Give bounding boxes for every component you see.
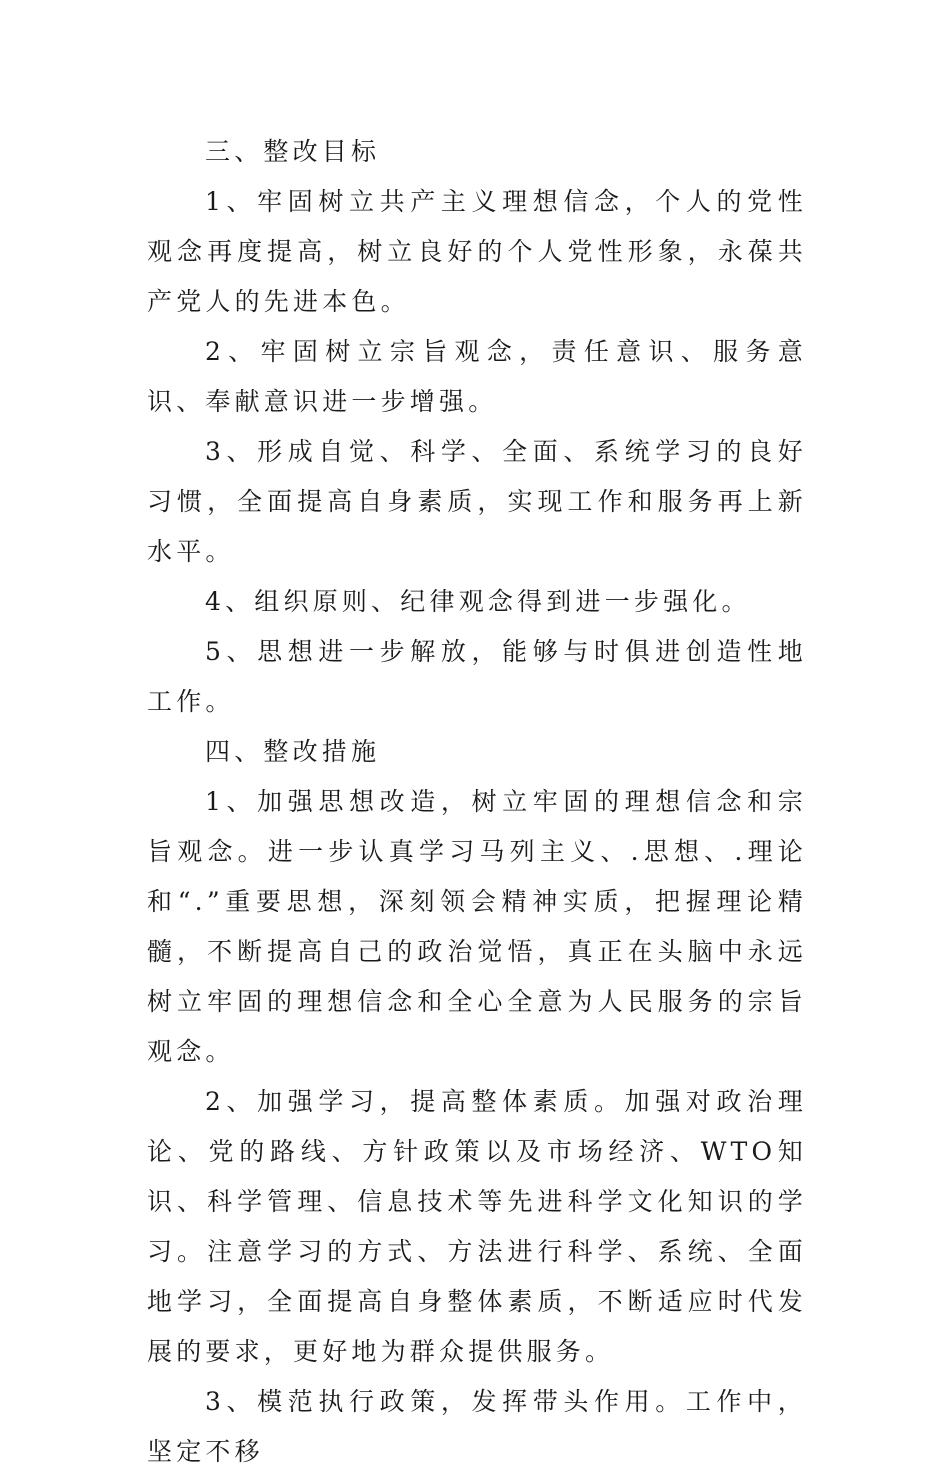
measure-paragraph-2: 2、加强学习，提高整体素质。加强对政治理论、党的路线、方针政策以及市场经济、WTO知识、科学管理、信息技术等先进科学文化知识的学习。注意学习的方式、方法进行科学、系统、全面地学习，全面提高自身整体素质，不断适应时代发展的要求，更好地为群众提供服务。: [147, 1087, 807, 1366]
measure-paragraph-1: 1、加强思想改造，树立牢固的理想信念和宗旨观念。进一步认真学习马列主义、.思想、.理论和“.”重要思想，深刻领会精神实质，把握理论精髓，不断提高自己的政治觉悟，真正在头脑中永远树立牢固的理想信念和全心全意为人民服务的宗旨观念。: [147, 787, 807, 1066]
section-heading-measures: 四、整改措施: [205, 737, 381, 766]
goal-paragraph-1: 1、牢固树立共产主义理想信念，个人的党性观念再度提高，树立良好的个人党性形象，永葆共产党人的先进本色。: [147, 187, 807, 316]
section-heading-goals: 三、整改目标: [205, 137, 381, 166]
goal-paragraph-4: 4、组织原则、纪律观念得到进一步强化。: [205, 587, 751, 616]
measure-paragraph-3: 3、模范执行政策，发挥带头作用。工作中，坚定不移: [147, 1387, 807, 1466]
goal-paragraph-2: 2、牢固树立宗旨观念，责任意识、服务意识、奉献意识进一步增强。: [147, 337, 807, 416]
goal-paragraph-3: 3、形成自觉、科学、全面、系统学习的良好习惯，全面提高自身素质，实现工作和服务再上新水平。: [147, 437, 807, 566]
goal-paragraph-5: 5、思想进一步解放，能够与时俱进创造性地工作。: [147, 637, 807, 716]
document-body: [147, 127, 807, 1477]
